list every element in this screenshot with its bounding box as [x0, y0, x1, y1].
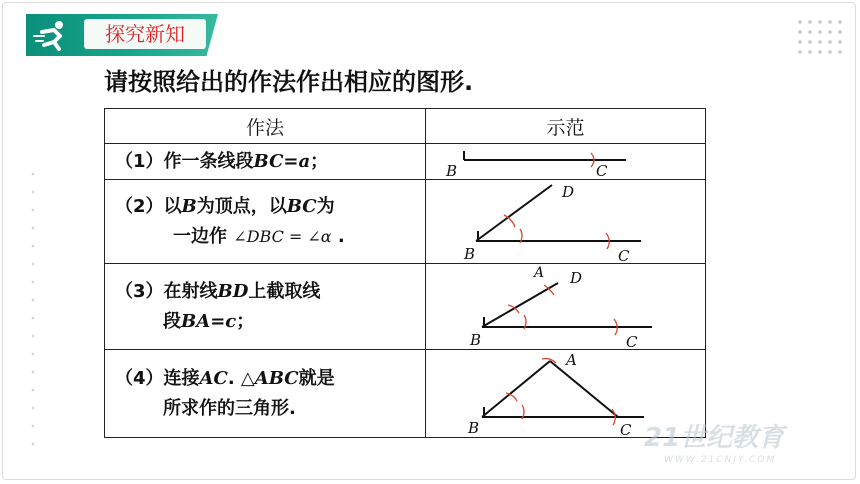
step-number: （4）: [115, 367, 164, 389]
angle-expression: ∠DBC = ∠α: [233, 226, 332, 246]
point-c-label: C: [620, 420, 632, 437]
step-text: 段: [163, 310, 181, 332]
point-b-label: B: [464, 244, 476, 263]
segment-label: BC: [286, 195, 317, 217]
ray-bd: [482, 283, 558, 327]
figure-2-cell: [426, 180, 706, 264]
point-b-label: B: [446, 161, 458, 179]
table-row: [105, 144, 706, 180]
point-a-label: A: [566, 350, 577, 369]
side-ba: [482, 361, 550, 417]
variable-label: c: [225, 310, 237, 332]
header-method: 作法: [105, 109, 426, 144]
point-a-label: A: [534, 264, 545, 281]
point-c-label: C: [626, 332, 638, 349]
point-b-label: B: [468, 418, 480, 437]
step-4-text: [105, 350, 426, 438]
point-c-label: C: [618, 246, 630, 263]
punctuation: ；: [236, 310, 255, 332]
step-text: . △: [227, 367, 255, 389]
step-text: 就是: [298, 367, 335, 389]
step-text: 上截取线: [248, 280, 321, 302]
watermark-url: WWW.21CNJY.COM: [664, 455, 777, 465]
step-number: （3）: [115, 280, 164, 302]
point-label: B: [181, 195, 197, 217]
point-d-label: D: [570, 268, 583, 287]
watermark-brand: 21世纪教育: [644, 423, 785, 453]
instruction-heading: 请按照给出的作法作出相应的图形.: [104, 68, 474, 96]
step-2-text: [105, 180, 426, 264]
step-text: 所求作的三角形.: [163, 397, 296, 419]
construction-table: [104, 108, 706, 438]
equals-sign: =: [283, 150, 299, 172]
table-row: [105, 180, 706, 264]
step-text: 作一条线段: [163, 150, 254, 172]
table-header-row: [105, 109, 706, 144]
step-number: （1）: [115, 150, 164, 172]
table-row: [105, 264, 706, 350]
decorative-dots: [796, 18, 844, 58]
segment-label: BA: [181, 310, 211, 332]
section-title: 探究新知: [84, 19, 206, 49]
step-text: 连接: [163, 367, 200, 389]
header-demo: 示范: [426, 109, 706, 144]
running-figure-icon: [32, 18, 72, 52]
step-1-text: [105, 144, 426, 180]
figure-3-cell: [426, 264, 706, 350]
step-number: （2）: [115, 195, 164, 217]
decorative-dots-left: [30, 170, 36, 460]
step-text: 为顶点，以: [196, 195, 287, 217]
watermark-logo: [640, 418, 830, 468]
point-b-label: B: [470, 330, 482, 349]
ray-bd: [476, 185, 552, 241]
punctuation: .: [331, 225, 345, 247]
triangle-label: ABC: [254, 367, 299, 389]
point-c-label: C: [596, 161, 608, 179]
step-text: 以: [163, 195, 182, 217]
figure-2: [426, 181, 706, 263]
equals-sign: =: [210, 310, 226, 332]
table-row: [105, 350, 706, 438]
segment-label: AC: [199, 367, 228, 389]
figure-3: [426, 265, 706, 349]
ray-label: BD: [217, 280, 249, 302]
step-text: 为: [316, 195, 335, 217]
point-d-label: D: [562, 182, 575, 201]
figure-1: [426, 145, 706, 179]
side-ac: [550, 361, 618, 417]
step-text: 在射线: [163, 280, 218, 302]
punctuation: ；: [310, 150, 329, 172]
segment-label: BC: [253, 150, 284, 172]
variable-label: a: [298, 150, 311, 172]
step-text: 一边作: [173, 225, 227, 247]
step-3-text: [105, 264, 426, 350]
figure-1-cell: [426, 144, 706, 180]
